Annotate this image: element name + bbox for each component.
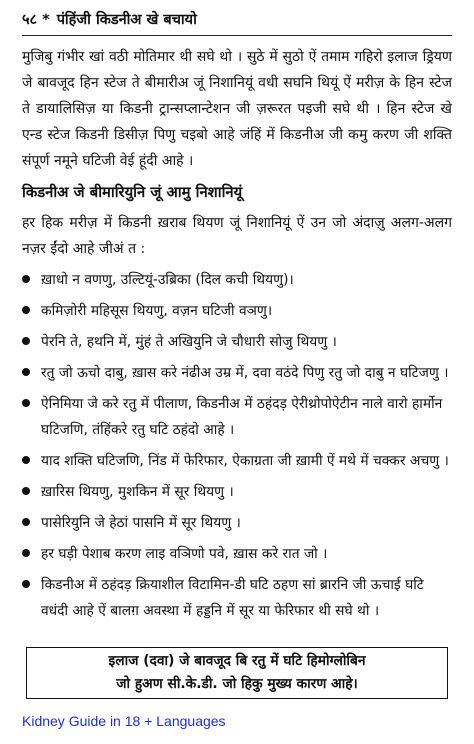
list-item-text: पेरनि ते, हथनि में, मुंहं ते अखियुनि जे चौधारी सोजु थियणु । <box>41 334 337 350</box>
symptom-list <box>22 267 452 624</box>
page-number: ५८ <box>22 12 38 28</box>
bullet-icon <box>22 549 30 557</box>
list-item-text: कमिज़ोरी महिसूस थियणु, वज़न घटिजी वञणु। <box>41 303 273 319</box>
note-line-2: जो हुअण सी.के.डी. जो हिकु मुख्य कारण आहे। <box>116 676 358 692</box>
list-item <box>22 267 452 293</box>
list-item-text: याद शक्ति घटिजणि, निंड में फेरिफार, ऐकाग्रता जी ख़ामी ऐं मथे में चक्कर अचणु । <box>41 453 449 469</box>
bullet-icon <box>22 580 30 588</box>
list-item <box>22 360 452 386</box>
list-item <box>22 479 452 505</box>
list-item <box>22 298 452 324</box>
bullet-icon <box>22 337 30 345</box>
running-title: पंहिंजी किडनीअ खे बचायो <box>56 12 197 28</box>
page-content <box>22 44 452 629</box>
list-item-text: ख़ारिस थियणु, मुशकिन में सूर थियणु । <box>41 484 234 500</box>
bullet-icon <box>22 487 30 495</box>
bullet-icon <box>22 306 30 314</box>
note-line-1: इलाज (दवा) जे बावजूद बि रतु में घटि हिमोग्लोबिन <box>108 653 366 669</box>
list-item <box>22 391 452 443</box>
list-item-text: ख़ाधो न वणणु, उल्टियूं-उब्रिका (दिल कची थियणु)। <box>41 272 294 288</box>
key-note-box <box>26 647 448 699</box>
bullet-icon <box>22 518 30 526</box>
bullet-icon <box>22 368 30 376</box>
section-intro: हर हिक मरीज़ में किडनी ख़राब थियण जूं निशानियूं ऐं उन जो अंदाज़ु अलग-अलग नज़र ईंदो आहे जीअं त : <box>22 215 452 257</box>
list-item-text: किडनीअ में ठहंदड़ क्रियाशील विटामिन-डी घटि ठहण सां ब्रारनि जी ऊचाई घटि वधंदी आहे ऐं बालग़ अवस्था में हड्डनि में सूर या फेरिफार थी सघे थो । <box>41 577 424 619</box>
list-item <box>22 329 452 355</box>
list-item-text: हर घड़ी पेशाब करण लाइ वञिणो पवे, ख़ास करे रात जो । <box>41 546 328 562</box>
list-item-text: रतु जो ऊचो दाबु, ख़ास करे नंढीअ उम्र में, दवा वठंदे पिणु रतु जो दाबु न घटिजणु । <box>41 365 449 381</box>
list-item <box>22 448 452 474</box>
header-rule <box>22 35 452 36</box>
list-item <box>22 572 452 624</box>
list-item <box>22 541 452 567</box>
list-item-text: ऐनिमिया जे करे रतु में पीलाण, किडनीअ में ठहंदड़ ऐरीथ्रोपोऐटीन नाले वारो हार्मोन घटिजणि, तंहिंकरे रतु घटि ठहंदो आहे । <box>41 396 443 438</box>
page-header <box>22 9 452 31</box>
intro-paragraph: मुजिबु गंभीर खां वठी मोतिमार थी सघे थो । सुठे में सुठो ऐं तमाम गहिरो इलाज ड्रियण जे बावजूद हिन स्टेज ते बीमारीअ जूं निशानियूं वधी सघनि थियूं ऐं मरीज़ के हिन स्टेज ते डायालिसिज़ या किडनी ट्रान्सप्लान्टेशन जी ज़रूरत पइजी सघे थी । हिन स्टेज खे एन्ड स्टेज किडनी डिसीज़ पिणु चइबो आहे जंहिं में किडनीअ जी कमु करण जी शक्ति संपूर्ण नमूने घटिजी वेई हूंदी आहे । <box>22 49 452 169</box>
list-item <box>22 510 452 536</box>
bullet-icon <box>22 275 30 283</box>
bullet-icon <box>22 399 30 407</box>
section-heading: किडनीअ जे बीमारियुनि जूं आमु निशानियूं <box>22 184 243 201</box>
header-separator: * <box>42 12 50 28</box>
footer-caption: Kidney Guide in 18 + Languages <box>22 713 226 729</box>
list-item-text: पासेरियुनि जे हेठां पासनि में सूर थियणु । <box>41 515 241 531</box>
bullet-icon <box>22 456 30 464</box>
